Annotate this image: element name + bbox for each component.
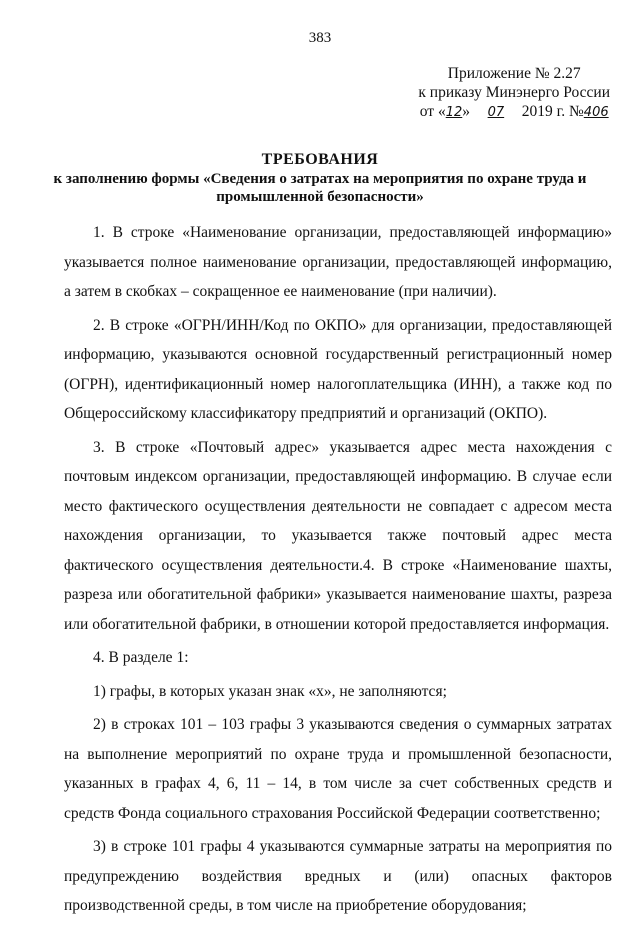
paragraph-4-item-2: 2) в строках 101 – 103 графы 3 указываются сведения о суммарных затратах на выполнение мероприятий по охране труда и промышленной безопасности, указанных в графах 4, 6, 11 – 14, в том числе за счет собственных средств и средств Фонда социального страхования Российской Федерации соответственно; bbox=[64, 716, 612, 822]
paragraph-2: 2. В строке «ОГРН/ИНН/Код по ОКПО» для организации, предоставляющей информацию, указываются основной государственный регистрационный номер (ОГРН), идентификационный номер налогоплательщика (ИНН), а также код по Общероссийскому классификатору предприятий и организаций (ОКПО). bbox=[64, 316, 612, 422]
appendix-order-ref: к приказу Минэнерго России bbox=[418, 84, 610, 101]
paragraph-4-item-3: 3) в строке 101 графы 4 указываются суммарные затраты на мероприятия по предупреждению воздействия вредных и (или) опасных факторов производственной среды, в том числе на приобретение оборудования; bbox=[64, 838, 612, 914]
document-title: ТРЕБОВАНИЯ bbox=[261, 151, 379, 168]
handwritten-order-number: 406 bbox=[583, 105, 609, 120]
appendix-date-line bbox=[418, 102, 610, 122]
date-day-close: » bbox=[462, 103, 471, 120]
handwritten-month: 07 bbox=[487, 105, 505, 120]
paragraph-4-item-1: 1) графы, в которых указан знак «х», не заполняются; bbox=[93, 682, 447, 700]
document-subtitle: к заполнению формы «Сведения о затратах на мероприятия по охране труда и промышленной безопасности» bbox=[53, 170, 587, 205]
date-prefix: от « bbox=[419, 103, 446, 120]
appendix-header bbox=[418, 64, 610, 122]
document-body bbox=[64, 218, 612, 925]
paragraph-4: 4. В разделе 1: bbox=[93, 649, 189, 666]
paragraph-1: 1. В строке «Наименование организации, предоставляющей информацию» указывается полное наименование организации, предоставляющей информацию, а затем в скобках – сокращенное ее наименование (при наличии). bbox=[64, 224, 612, 300]
paragraph-3: 3. В строке «Почтовый адрес» указывается адрес места нахождения с почтовым индексом организации, предоставляющей информацию. В случае если место фактического осуществления деятельности не совпадает с адресом места нахождения организации, то указывается также почтовый адрес места фактического осуществления деятельности.4. В строке «Наименование шахты, разреза или обогатительной фабрики» указывается наименование шахты, разреза или обогатительной фабрики, в отношении которой предоставляется информация. bbox=[64, 438, 612, 633]
appendix-title: Приложение № 2.27 bbox=[447, 65, 581, 82]
handwritten-day: 12 bbox=[445, 105, 463, 120]
document-title-block bbox=[40, 151, 600, 207]
date-year-text: 2019 г. № bbox=[521, 103, 584, 120]
page-number: 383 bbox=[308, 30, 332, 46]
